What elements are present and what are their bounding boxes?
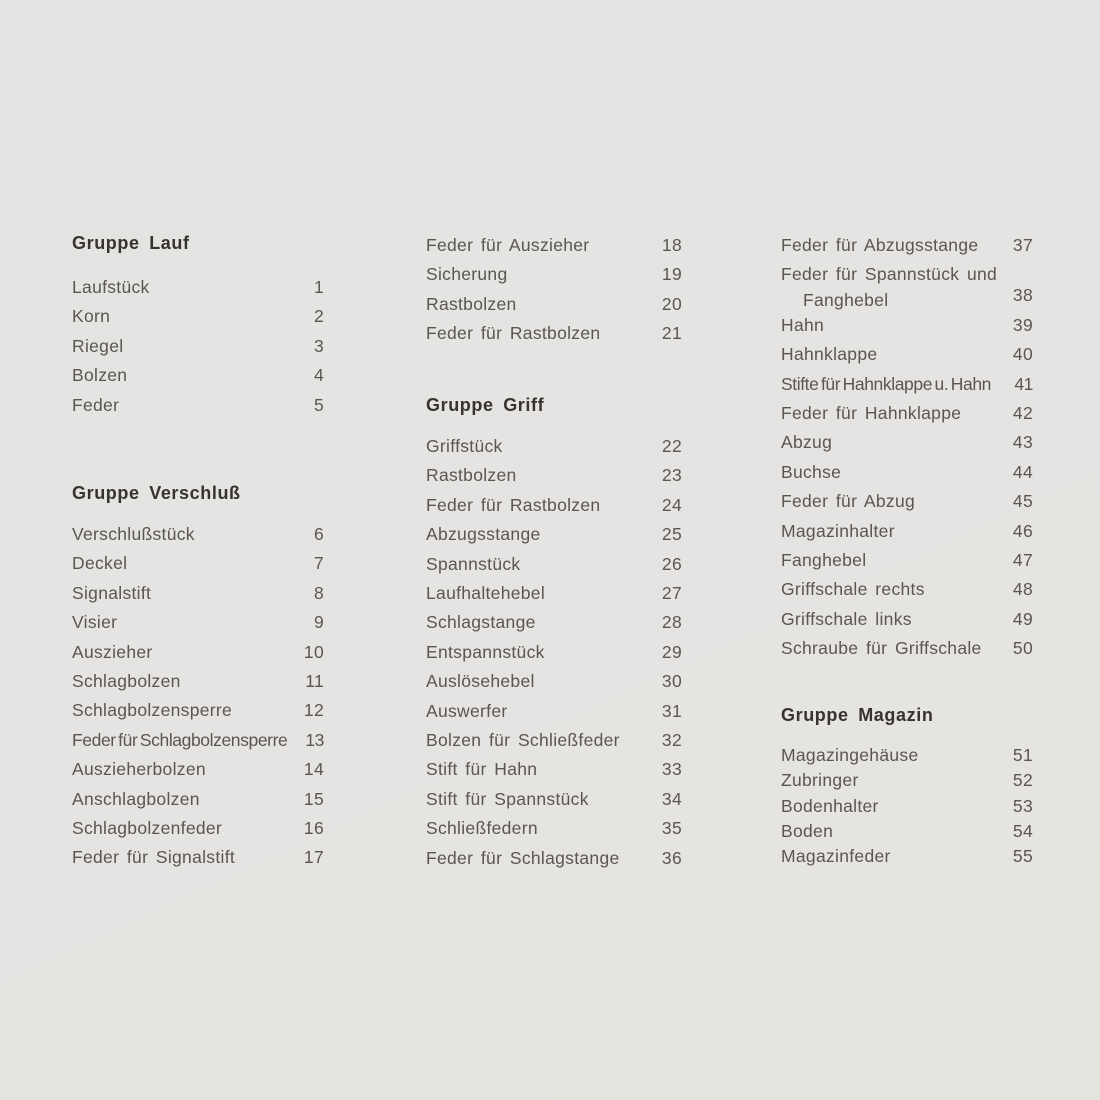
part-name: Bolzen für Schließfeder — [426, 730, 620, 751]
part-number: 7 — [313, 553, 324, 574]
part-name: Feder für Signalstift — [72, 847, 236, 868]
part-name: Auszieher — [72, 641, 153, 662]
part-number: 2 — [313, 306, 324, 327]
part-number: 37 — [1012, 235, 1033, 255]
part-number: 28 — [661, 612, 682, 633]
part-name: Hahnklappe — [781, 344, 878, 365]
part-name: Feder für Abzugsstange — [781, 235, 979, 255]
part-row — [426, 579, 682, 608]
part-name: Bodenhalter — [781, 795, 879, 816]
part-number: 53 — [1012, 795, 1033, 816]
part-name: Feder — [72, 394, 120, 415]
part-row — [72, 332, 324, 361]
part-number: 36 — [661, 847, 682, 868]
part-name: Schlagbolzen — [72, 671, 181, 692]
part-row — [781, 487, 1033, 516]
part-name: Feder für Hahnklappe — [781, 403, 962, 424]
part-number: 47 — [1012, 550, 1033, 571]
part-number: 43 — [1012, 432, 1033, 453]
part-name: Auswerfer — [426, 700, 508, 721]
part-row — [781, 575, 1033, 604]
part-number: 24 — [661, 494, 682, 515]
part-name: Auszieherbolzen — [72, 759, 206, 780]
part-name: Feder für Rastbolzen — [426, 323, 601, 344]
group-heading-lauf: Gruppe Lauf — [72, 233, 190, 253]
part-number: 18 — [661, 235, 682, 255]
group-heading-verschluss: Gruppe Verschluß — [72, 483, 241, 503]
group-heading-magazin: Gruppe Magazin — [781, 705, 934, 725]
part-row — [781, 370, 1033, 399]
part-row — [781, 605, 1033, 634]
part-row — [781, 517, 1033, 546]
part-row — [72, 549, 324, 578]
part-row — [72, 755, 324, 784]
part-number: 23 — [661, 465, 682, 486]
part-row — [72, 608, 324, 637]
part-row — [781, 458, 1033, 487]
part-name: Abzug — [781, 432, 833, 453]
part-name: Abzugsstange — [426, 524, 541, 545]
part-row — [426, 231, 682, 260]
part-number: 6 — [313, 524, 324, 544]
part-row — [781, 844, 1033, 869]
part-row — [72, 302, 324, 331]
part-name: Laufstück — [72, 277, 150, 297]
part-row — [426, 550, 682, 579]
part-name: Stifte für Hahnklappe u. Hahn — [781, 373, 991, 394]
part-number: 3 — [313, 335, 324, 356]
part-name: Magazinfeder — [781, 846, 891, 867]
part-row — [426, 432, 682, 461]
part-name: Griffschale rechts — [781, 579, 925, 600]
part-number: 20 — [661, 293, 682, 314]
part-name: Boden — [781, 820, 834, 841]
part-number: 50 — [1012, 638, 1033, 659]
part-name: Griffschale links — [781, 608, 912, 629]
part-number: 29 — [661, 641, 682, 662]
part-number: 25 — [661, 524, 682, 545]
part-name: Feder für Rastbolzen — [426, 494, 601, 515]
part-number: 35 — [661, 818, 682, 839]
part-number: 52 — [1012, 770, 1033, 791]
part-row — [72, 273, 324, 302]
part-name: Feder für Abzug — [781, 491, 916, 512]
part-row — [72, 814, 324, 843]
parts-list-magazin — [781, 743, 1033, 869]
part-name: Rastbolzen — [426, 293, 517, 314]
part-row — [781, 231, 1033, 260]
part-row — [426, 697, 682, 726]
part-row — [781, 340, 1033, 369]
part-name: Griffstück — [426, 436, 503, 456]
part-number: 16 — [303, 818, 324, 839]
part-row — [72, 785, 324, 814]
part-name: Magazinhalter — [781, 520, 895, 541]
part-row — [781, 428, 1033, 457]
parts-list-griff — [426, 432, 682, 873]
part-number: 32 — [661, 730, 682, 751]
part-name: Spannstück — [426, 553, 521, 574]
part-name: Magazingehäuse — [781, 745, 919, 765]
part-number: 10 — [303, 641, 324, 662]
part-row — [781, 260, 1033, 310]
part-row — [72, 696, 324, 725]
part-number: 45 — [1012, 491, 1033, 512]
part-name: Schlagstange — [426, 612, 536, 633]
part-name: Schraube für Griffschale — [781, 638, 982, 659]
part-row — [72, 638, 324, 667]
part-name: Signalstift — [72, 582, 152, 603]
part-name: Entspannstück — [426, 641, 545, 662]
part-name: Sicherung — [426, 264, 508, 285]
part-name: Visier — [72, 612, 118, 633]
part-name: Verschlußstück — [72, 524, 195, 544]
part-row — [426, 461, 682, 490]
part-name: Stift für Spannstück — [426, 788, 589, 809]
part-number: 44 — [1012, 461, 1033, 482]
part-number: 9 — [313, 612, 324, 633]
part-number: 1 — [313, 277, 324, 297]
part-number: 55 — [1012, 846, 1033, 867]
part-name: Schließfedern — [426, 818, 538, 839]
part-number: 31 — [661, 700, 682, 721]
part-row — [426, 844, 682, 873]
part-row — [426, 319, 682, 348]
part-row — [426, 491, 682, 520]
part-row — [72, 520, 324, 549]
part-name: Feder für Schlagbolzensperre — [72, 729, 288, 750]
part-name: Bolzen — [72, 365, 128, 386]
part-name: Fanghebel — [781, 550, 867, 571]
part-number: 21 — [661, 323, 682, 344]
part-name: Hahn — [781, 314, 825, 335]
part-name: Zubringer — [781, 770, 859, 791]
part-name: Rastbolzen — [426, 465, 517, 486]
part-number: 33 — [661, 759, 682, 780]
part-row — [72, 579, 324, 608]
part-name: Buchse — [781, 461, 842, 482]
part-number: 14 — [303, 759, 324, 780]
part-row — [781, 768, 1033, 793]
part-row — [426, 755, 682, 784]
part-name: Stift für Hahn — [426, 759, 538, 780]
part-row — [72, 726, 324, 755]
part-row — [781, 743, 1033, 768]
part-row — [781, 399, 1033, 428]
part-row — [781, 794, 1033, 819]
part-name: Schlagbolzensperre — [72, 700, 233, 721]
part-number: 48 — [1012, 579, 1033, 600]
part-row — [426, 290, 682, 319]
part-row — [72, 391, 324, 420]
part-row — [426, 785, 682, 814]
part-number: 22 — [661, 436, 682, 456]
part-row — [72, 361, 324, 390]
parts-list-verschluss-continued — [426, 231, 682, 349]
part-name: Feder für Schlagstange — [426, 847, 620, 868]
part-row — [781, 311, 1033, 340]
part-number: 54 — [1012, 820, 1033, 841]
part-number: 38 — [1012, 285, 1033, 306]
part-name: Deckel — [72, 553, 128, 574]
part-row — [426, 726, 682, 755]
part-number: 5 — [313, 394, 324, 415]
part-row — [426, 520, 682, 549]
part-row — [781, 634, 1033, 663]
part-row — [426, 608, 682, 637]
part-number: 19 — [661, 264, 682, 285]
part-number: 42 — [1012, 403, 1033, 424]
part-name: Auslösehebel — [426, 671, 535, 692]
part-name-line2: Fanghebel — [803, 289, 889, 310]
parts-list-verschluss — [72, 520, 324, 873]
part-row — [781, 819, 1033, 844]
part-number: 41 — [1014, 373, 1033, 394]
part-name: Feder für Auszieher — [426, 235, 590, 255]
part-number: 8 — [313, 582, 324, 603]
part-number: 34 — [661, 788, 682, 809]
part-row — [72, 667, 324, 696]
part-number: 13 — [305, 729, 324, 750]
part-name: Korn — [72, 306, 111, 327]
part-row — [426, 260, 682, 289]
part-row — [426, 814, 682, 843]
parts-list-lauf — [72, 273, 324, 420]
part-name: Feder für Spannstück und Fanghebel — [781, 260, 1007, 310]
part-row — [72, 843, 324, 872]
part-number: 26 — [661, 553, 682, 574]
part-number: 27 — [661, 583, 682, 604]
parts-list-griff-continued — [781, 231, 1033, 664]
part-number: 46 — [1012, 520, 1033, 541]
part-number: 40 — [1012, 344, 1033, 365]
part-number: 30 — [661, 671, 682, 692]
part-name: Riegel — [72, 335, 124, 356]
part-row — [426, 638, 682, 667]
part-name: Anschlagbolzen — [72, 788, 200, 809]
part-number: 12 — [303, 700, 324, 721]
part-row — [781, 546, 1033, 575]
part-name: Schlagbolzenfeder — [72, 818, 223, 839]
part-number: 39 — [1012, 314, 1033, 335]
part-number: 15 — [303, 788, 324, 809]
part-number: 51 — [1012, 745, 1033, 765]
group-heading-griff: Gruppe Griff — [426, 395, 545, 415]
part-number: 17 — [303, 847, 324, 868]
part-number: 11 — [305, 671, 324, 692]
part-row — [426, 667, 682, 696]
part-number: 49 — [1012, 608, 1033, 629]
part-name: Laufhaltehebel — [426, 583, 546, 604]
part-number: 4 — [313, 365, 324, 386]
